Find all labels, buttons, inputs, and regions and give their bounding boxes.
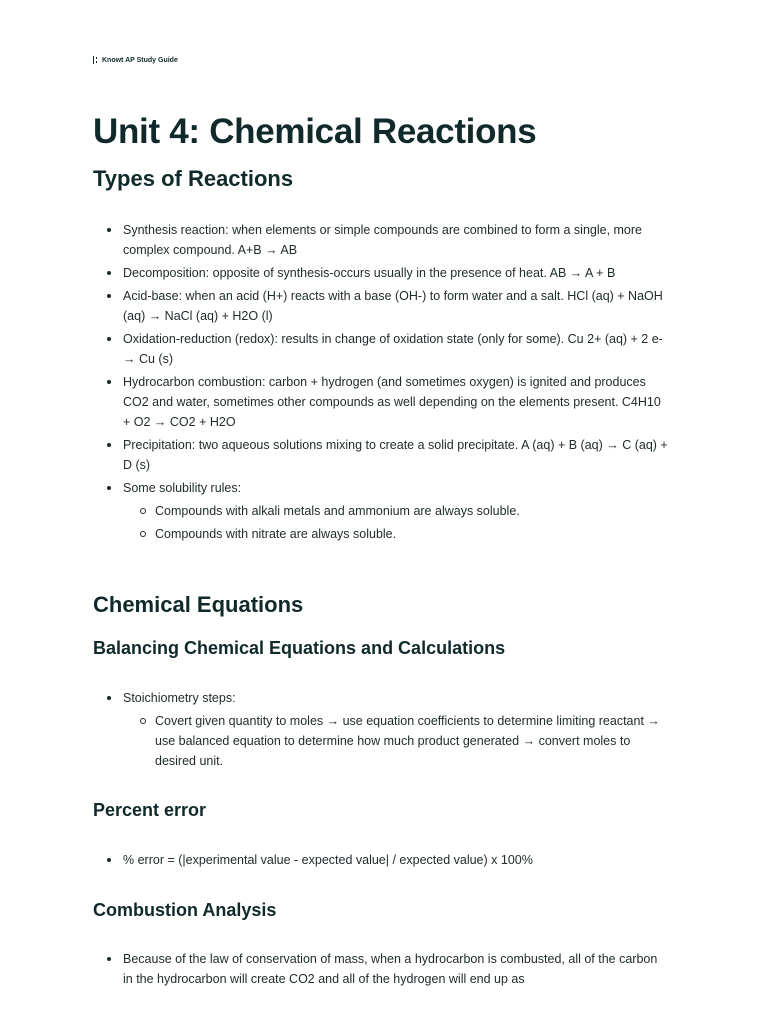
list-item: Decomposition: opposite of synthesis-occurs usually in the presence of heat. AB → A + B <box>123 263 668 283</box>
list-item: Because of the law of conservation of mass, when a hydrocarbon is combusted, all of the carbon in the hydrocarbon will create CO2 and all of the hydrogen will end up as <box>123 949 668 989</box>
heading-balancing-equations: Balancing Chemical Equations and Calculations <box>93 638 506 658</box>
list-item: Synthesis reaction: when elements or simple compounds are combined to form a single, more complex compound. A+B → AB <box>123 220 668 260</box>
solubility-rules-list <box>123 501 668 544</box>
header-brand: Knowt AP Study Guide <box>102 56 178 64</box>
stoichiometry-steps-list <box>123 711 668 771</box>
list-item: Compounds with nitrate are always soluble. <box>155 524 668 544</box>
list-item: Precipitation: two aqueous solutions mixing to create a solid precipitate. A (aq) + B (aq) → C (aq) + D (s) <box>123 435 668 475</box>
list-item: Oxidation-reduction (redox): results in change of oxidation state (only for some). Cu 2+ (aq) + 2 e- → Cu (s) <box>123 329 668 369</box>
list-item: Covert given quantity to moles → use equation coefficients to determine limiting reactant → use balanced equation to determine how much product generated → convert moles to desired unit. <box>155 711 668 771</box>
stoichiometry-list <box>93 688 668 774</box>
list-item: Some solubility rules: Compounds with alkali metals and ammonium are always soluble. Compounds with nitrate are always soluble. <box>123 478 668 544</box>
percent-error-list <box>93 850 668 873</box>
reaction-types-list <box>93 220 668 547</box>
list-item: Compounds with alkali metals and ammonium are always soluble. <box>155 501 668 521</box>
combustion-analysis-list <box>93 949 668 992</box>
list-item: Acid-base: when an acid (H+) reacts with a base (OH-) to form water and a salt. HCl (aq) + NaOH (aq) → NaCl (aq) + H2O (l) <box>123 286 668 326</box>
heading-types-of-reactions: Types of Reactions <box>93 166 294 191</box>
list-item: Stoichiometry steps: Covert given quantity to moles → use equation coefficients to determine limiting reactant → use balanced equation to determine how much product generated → convert moles to desired unit. <box>123 688 668 771</box>
page-title: Unit 4: Chemical Reactions <box>93 112 537 151</box>
heading-chemical-equations: Chemical Equations <box>93 592 304 617</box>
knowt-logo-icon <box>93 56 99 64</box>
heading-combustion-analysis: Combustion Analysis <box>93 900 277 920</box>
list-item: Hydrocarbon combustion: carbon + hydrogen (and sometimes oxygen) is ignited and produces CO2 and water, sometimes other compounds as well depending on the elements present. C4H10 + O2 → CO2 + H2O <box>123 372 668 432</box>
heading-percent-error: Percent error <box>93 800 207 820</box>
page-header <box>93 56 178 64</box>
list-item: % error = (|experimental value - expected value| / expected value) x 100% <box>123 850 668 870</box>
